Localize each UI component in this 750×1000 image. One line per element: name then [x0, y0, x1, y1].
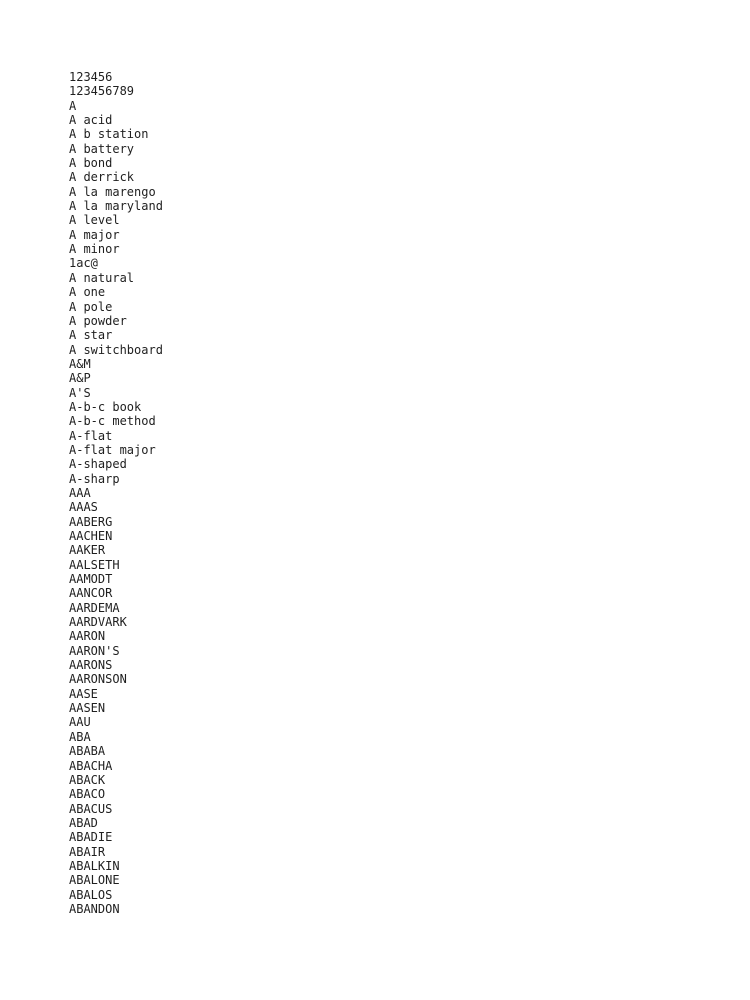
word-entry: A-b-c method — [69, 414, 156, 429]
word-entry: A la marengo — [69, 184, 156, 199]
word-entry: A-b-c book — [69, 399, 142, 414]
word-entry: AASE — [69, 686, 98, 701]
word-list — [69, 70, 163, 916]
word-entry: AARDVARK — [69, 615, 127, 630]
word-entry: A switchboard — [69, 342, 163, 357]
word-entry: ABAD — [69, 815, 98, 830]
word-entry: AAU — [69, 715, 91, 730]
word-entry: A pole — [69, 299, 113, 314]
word-entry: ABAIR — [69, 844, 106, 859]
word-entry: A b station — [69, 127, 149, 142]
word-entry: AACHEN — [69, 529, 113, 543]
word-entry: A minor — [69, 242, 120, 257]
word-entry: A star — [69, 328, 113, 343]
word-entry: ABACUS — [69, 801, 113, 816]
word-entry: AASEN — [69, 701, 106, 716]
word-entry: A&M — [69, 356, 91, 371]
word-entry: A bond — [69, 156, 113, 171]
word-entry: 1ac@ — [69, 256, 98, 271]
word-entry: AAMODT — [69, 572, 113, 587]
word-entry: A&P — [69, 371, 91, 386]
word-entry: A natural — [69, 270, 135, 285]
word-entry: ABABA — [69, 744, 106, 759]
word-entry: ABALONE — [69, 873, 120, 888]
word-entry: ABACO — [69, 787, 106, 802]
word-entry: AAAS — [69, 500, 98, 515]
word-entry: A-flat major — [69, 442, 156, 457]
word-entry: AALSETH — [69, 557, 120, 572]
word-entry: AARONS — [69, 658, 113, 673]
word-entry: A-shaped — [69, 457, 127, 472]
word-entry: ABACK — [69, 772, 106, 787]
word-entry: A-flat — [69, 428, 113, 443]
word-entry: AANCOR — [69, 586, 113, 601]
word-entry: AARON — [69, 629, 106, 644]
word-entry: AARDEMA — [69, 600, 120, 615]
word-entry: A major — [69, 227, 120, 242]
word-entry: 123456 — [69, 70, 113, 84]
word-entry: A battery — [69, 141, 135, 156]
word-entry: A-sharp — [69, 471, 120, 486]
word-entry: AAKER — [69, 543, 106, 558]
word-entry: ABALOS — [69, 887, 113, 902]
word-entry: ABANDON — [69, 901, 120, 916]
word-entry: A one — [69, 285, 106, 300]
word-entry: A — [69, 98, 77, 113]
word-entry: ABADIE — [69, 830, 113, 845]
word-entry: ABACHA — [69, 758, 113, 773]
word-entry: A la maryland — [69, 199, 163, 214]
word-entry: AABERG — [69, 514, 113, 529]
word-entry: A level — [69, 213, 120, 228]
word-entry: A acid — [69, 113, 113, 128]
word-entry: ABALKIN — [69, 858, 120, 873]
word-entry: ABA — [69, 729, 91, 744]
word-entry: A powder — [69, 313, 127, 328]
word-entry: AAA — [69, 485, 91, 500]
word-entry: A'S — [69, 385, 91, 400]
word-entry: 123456789 — [69, 84, 135, 99]
word-entry: A derrick — [69, 170, 135, 185]
word-entry: AARON'S — [69, 643, 120, 658]
word-entry: AARONSON — [69, 672, 127, 687]
